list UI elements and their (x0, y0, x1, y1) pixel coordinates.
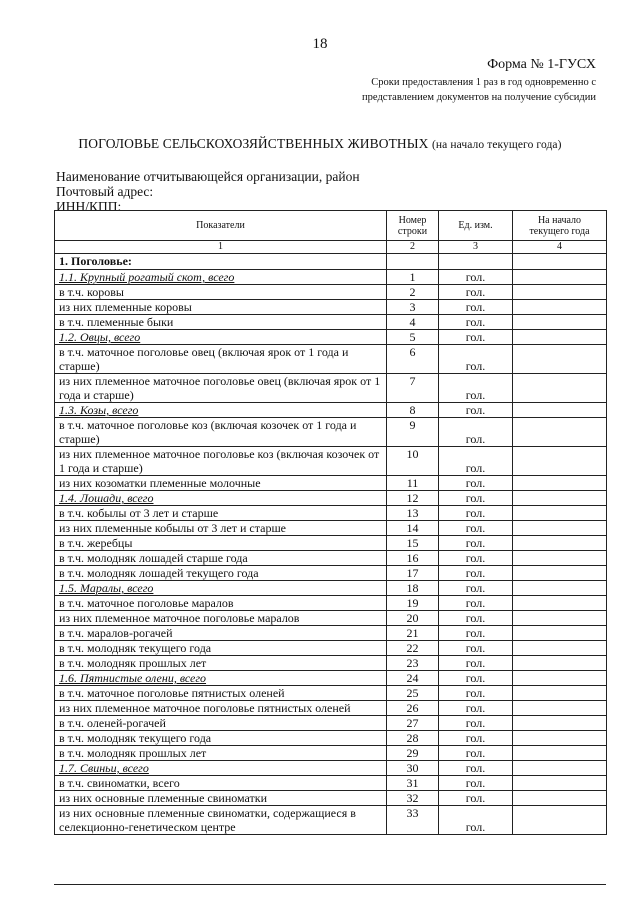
footer-divider (54, 884, 606, 885)
row-unit: гол. (439, 671, 513, 686)
row-label: в т.ч. оленей-рогачей (55, 716, 387, 731)
value-cell[interactable] (513, 581, 607, 596)
value-cell[interactable] (513, 345, 607, 374)
row-label: из них племенное маточное поголовье маралов (55, 611, 387, 626)
value-cell[interactable] (513, 270, 607, 285)
table-row (55, 330, 607, 345)
section-row (55, 254, 607, 270)
livestock-table (54, 210, 607, 835)
table-row (55, 536, 607, 551)
row-number: 5 (387, 330, 439, 345)
table-row (55, 506, 607, 521)
row-label: в т.ч. маралов-рогачей (55, 626, 387, 641)
row-label: 1.6. Пятнистые олени, всего (55, 671, 387, 686)
row-unit: гол. (439, 716, 513, 731)
row-label: в т.ч. молодняк текущего года (55, 641, 387, 656)
value-cell[interactable] (513, 566, 607, 581)
row-number: 1 (387, 270, 439, 285)
table-row (55, 641, 607, 656)
document-title-sub: (на начало текущего года) (431, 139, 562, 151)
table-row (55, 746, 607, 761)
value-cell[interactable] (513, 476, 607, 491)
row-unit: гол. (439, 701, 513, 716)
row-unit: гол. (439, 403, 513, 418)
table-row (55, 566, 607, 581)
row-number: 18 (387, 581, 439, 596)
row-number: 2 (387, 285, 439, 300)
table-row (55, 611, 607, 626)
value-cell[interactable] (513, 701, 607, 716)
row-number: 23 (387, 656, 439, 671)
row-unit: гол. (439, 300, 513, 315)
value-cell[interactable] (513, 300, 607, 315)
row-unit: гол. (439, 731, 513, 746)
document-title (0, 136, 640, 152)
row-label: в т.ч. молодняк лошадей старше года (55, 551, 387, 566)
row-label: в т.ч. племенные быки (55, 315, 387, 330)
row-unit: гол. (439, 626, 513, 641)
table-row (55, 791, 607, 806)
table-row (55, 418, 607, 447)
row-number: 27 (387, 716, 439, 731)
row-label: из них козоматки племенные молочные (55, 476, 387, 491)
submission-deadline-line-2: представлением документов на получение субсидии (362, 92, 596, 103)
column-number: 3 (439, 241, 513, 254)
table-row (55, 270, 607, 285)
row-label: из них основные племенные свиноматки, содержащиеся в селекционно-генетическом центре (55, 806, 387, 835)
value-cell[interactable] (513, 254, 607, 270)
page-number: 18 (312, 36, 328, 52)
row-label: в т.ч. молодняк лошадей текущего года (55, 566, 387, 581)
row-number: 30 (387, 761, 439, 776)
table-row (55, 521, 607, 536)
header-indicators: Показатели (55, 211, 387, 241)
row-label: 1.7. Свиньи, всего (55, 761, 387, 776)
column-number: 1 (55, 241, 387, 254)
row-number: 31 (387, 776, 439, 791)
row-unit: гол. (439, 330, 513, 345)
value-cell[interactable] (513, 521, 607, 536)
table-row (55, 581, 607, 596)
table-row (55, 374, 607, 403)
value-cell[interactable] (513, 374, 607, 403)
header-start-of-year: На начало текущего года (513, 211, 607, 241)
organization-name-label: Наименование отчитывающейся организации, район (56, 169, 360, 184)
table-row (55, 671, 607, 686)
row-unit: гол. (439, 596, 513, 611)
table-row (55, 701, 607, 716)
header-row-number: Номер строки (387, 211, 439, 241)
row-number: 6 (387, 345, 439, 374)
table-row (55, 761, 607, 776)
row-unit: гол. (439, 566, 513, 581)
row-number: 4 (387, 315, 439, 330)
row-number: 33 (387, 806, 439, 835)
row-unit: гол. (439, 656, 513, 671)
row-unit: гол. (439, 806, 513, 835)
row-label: в т.ч. маточное поголовье пятнистых оленей (55, 686, 387, 701)
form-number: Форма № 1-ГУСХ (487, 57, 596, 72)
row-label: из них племенное маточное поголовье пятнистых оленей (55, 701, 387, 716)
row-number: 9 (387, 418, 439, 447)
row-unit: гол. (439, 521, 513, 536)
empty-cell (387, 254, 439, 270)
row-unit: гол. (439, 285, 513, 300)
row-unit: гол. (439, 374, 513, 403)
row-number: 26 (387, 701, 439, 716)
row-label: 1.2. Овцы, всего (55, 330, 387, 345)
row-number: 24 (387, 671, 439, 686)
row-number: 13 (387, 506, 439, 521)
table-row (55, 686, 607, 701)
value-cell[interactable] (513, 776, 607, 791)
column-numbers-row (55, 241, 607, 254)
row-number: 20 (387, 611, 439, 626)
row-unit: гол. (439, 506, 513, 521)
table-row (55, 403, 607, 418)
value-cell[interactable] (513, 686, 607, 701)
column-number: 2 (387, 241, 439, 254)
row-number: 11 (387, 476, 439, 491)
row-unit: гол. (439, 761, 513, 776)
row-label: в т.ч. свиноматки, всего (55, 776, 387, 791)
row-label: в т.ч. молодняк прошлых лет (55, 656, 387, 671)
row-label: в т.ч. молодняк прошлых лет (55, 746, 387, 761)
row-number: 8 (387, 403, 439, 418)
row-label: 1.5. Маралы, всего (55, 581, 387, 596)
row-number: 15 (387, 536, 439, 551)
value-cell[interactable] (513, 656, 607, 671)
row-unit: гол. (439, 491, 513, 506)
value-cell[interactable] (513, 761, 607, 776)
value-cell[interactable] (513, 315, 607, 330)
postal-address-label: Почтовый адрес: (56, 184, 154, 199)
value-cell[interactable] (513, 596, 607, 611)
table-row (55, 626, 607, 641)
row-label: 1.1. Крупный рогатый скот, всего (55, 270, 387, 285)
row-number: 7 (387, 374, 439, 403)
row-unit: гол. (439, 270, 513, 285)
row-label: из них основные племенные свиноматки (55, 791, 387, 806)
row-unit: гол. (439, 581, 513, 596)
value-cell[interactable] (513, 536, 607, 551)
row-label: в т.ч. маточное поголовье коз (включая козочек от 1 года и старше) (55, 418, 387, 447)
row-unit: гол. (439, 746, 513, 761)
value-cell[interactable] (513, 671, 607, 686)
value-cell[interactable] (513, 611, 607, 626)
value-cell[interactable] (513, 791, 607, 806)
row-unit: гол. (439, 447, 513, 476)
row-number: 32 (387, 791, 439, 806)
row-unit: гол. (439, 611, 513, 626)
value-cell[interactable] (513, 447, 607, 476)
value-cell[interactable] (513, 731, 607, 746)
row-number: 19 (387, 596, 439, 611)
row-number: 3 (387, 300, 439, 315)
table-row (55, 656, 607, 671)
row-label: в т.ч. молодняк текущего года (55, 731, 387, 746)
table-row (55, 551, 607, 566)
section-label: 1. Поголовье: (55, 254, 387, 270)
row-number: 16 (387, 551, 439, 566)
table-row (55, 491, 607, 506)
table-row (55, 596, 607, 611)
header-unit: Ед. изм. (439, 211, 513, 241)
row-number: 22 (387, 641, 439, 656)
row-number: 17 (387, 566, 439, 581)
row-number: 12 (387, 491, 439, 506)
row-number: 14 (387, 521, 439, 536)
value-cell[interactable] (513, 716, 607, 731)
row-label: из них племенное маточное поголовье овец (включая ярок от 1 года и старше) (55, 374, 387, 403)
table-row (55, 476, 607, 491)
empty-cell (439, 254, 513, 270)
value-cell[interactable] (513, 506, 607, 521)
row-number: 28 (387, 731, 439, 746)
row-label: в т.ч. маточное поголовье маралов (55, 596, 387, 611)
document-title-main: ПОГОЛОВЬЕ СЕЛЬСКОХОЗЯЙСТВЕННЫХ ЖИВОТНЫХ (78, 136, 429, 151)
value-cell[interactable] (513, 403, 607, 418)
value-cell[interactable] (513, 746, 607, 761)
value-cell[interactable] (513, 551, 607, 566)
table-row (55, 776, 607, 791)
row-number: 25 (387, 686, 439, 701)
row-unit: гол. (439, 641, 513, 656)
row-label: в т.ч. кобылы от 3 лет и старше (55, 506, 387, 521)
row-unit: гол. (439, 791, 513, 806)
value-cell[interactable] (513, 418, 607, 447)
table-row (55, 300, 607, 315)
submission-deadline-line-1: Сроки предоставления 1 раз в год одновременно с (371, 77, 596, 88)
value-cell[interactable] (513, 641, 607, 656)
row-unit: гол. (439, 686, 513, 701)
row-unit: гол. (439, 476, 513, 491)
row-label: из них племенные коровы (55, 300, 387, 315)
row-label: в т.ч. коровы (55, 285, 387, 300)
table-row (55, 447, 607, 476)
value-cell[interactable] (513, 285, 607, 300)
row-unit: гол. (439, 536, 513, 551)
value-cell[interactable] (513, 491, 607, 506)
row-unit: гол. (439, 315, 513, 330)
row-number: 21 (387, 626, 439, 641)
row-unit: гол. (439, 551, 513, 566)
row-unit: гол. (439, 418, 513, 447)
table-row (55, 315, 607, 330)
value-cell[interactable] (513, 330, 607, 345)
table-row (55, 345, 607, 374)
row-label: 1.3. Козы, всего (55, 403, 387, 418)
row-number: 29 (387, 746, 439, 761)
table-row (55, 716, 607, 731)
row-label: в т.ч. жеребцы (55, 536, 387, 551)
row-unit: гол. (439, 345, 513, 374)
table-row (55, 806, 607, 835)
table-row (55, 731, 607, 746)
value-cell[interactable] (513, 806, 607, 835)
column-number: 4 (513, 241, 607, 254)
inn-kpp-label: ИНН/КПП: (56, 199, 122, 214)
row-label: 1.4. Лошади, всего (55, 491, 387, 506)
row-label: из них племенные кобылы от 3 лет и старше (55, 521, 387, 536)
row-unit: гол. (439, 776, 513, 791)
row-label: из них племенное маточное поголовье коз (включая козочек от 1 года и старше) (55, 447, 387, 476)
table-row (55, 285, 607, 300)
table-header-row (55, 211, 607, 241)
value-cell[interactable] (513, 626, 607, 641)
row-label: в т.ч. маточное поголовье овец (включая ярок от 1 года и старше) (55, 345, 387, 374)
row-number: 10 (387, 447, 439, 476)
